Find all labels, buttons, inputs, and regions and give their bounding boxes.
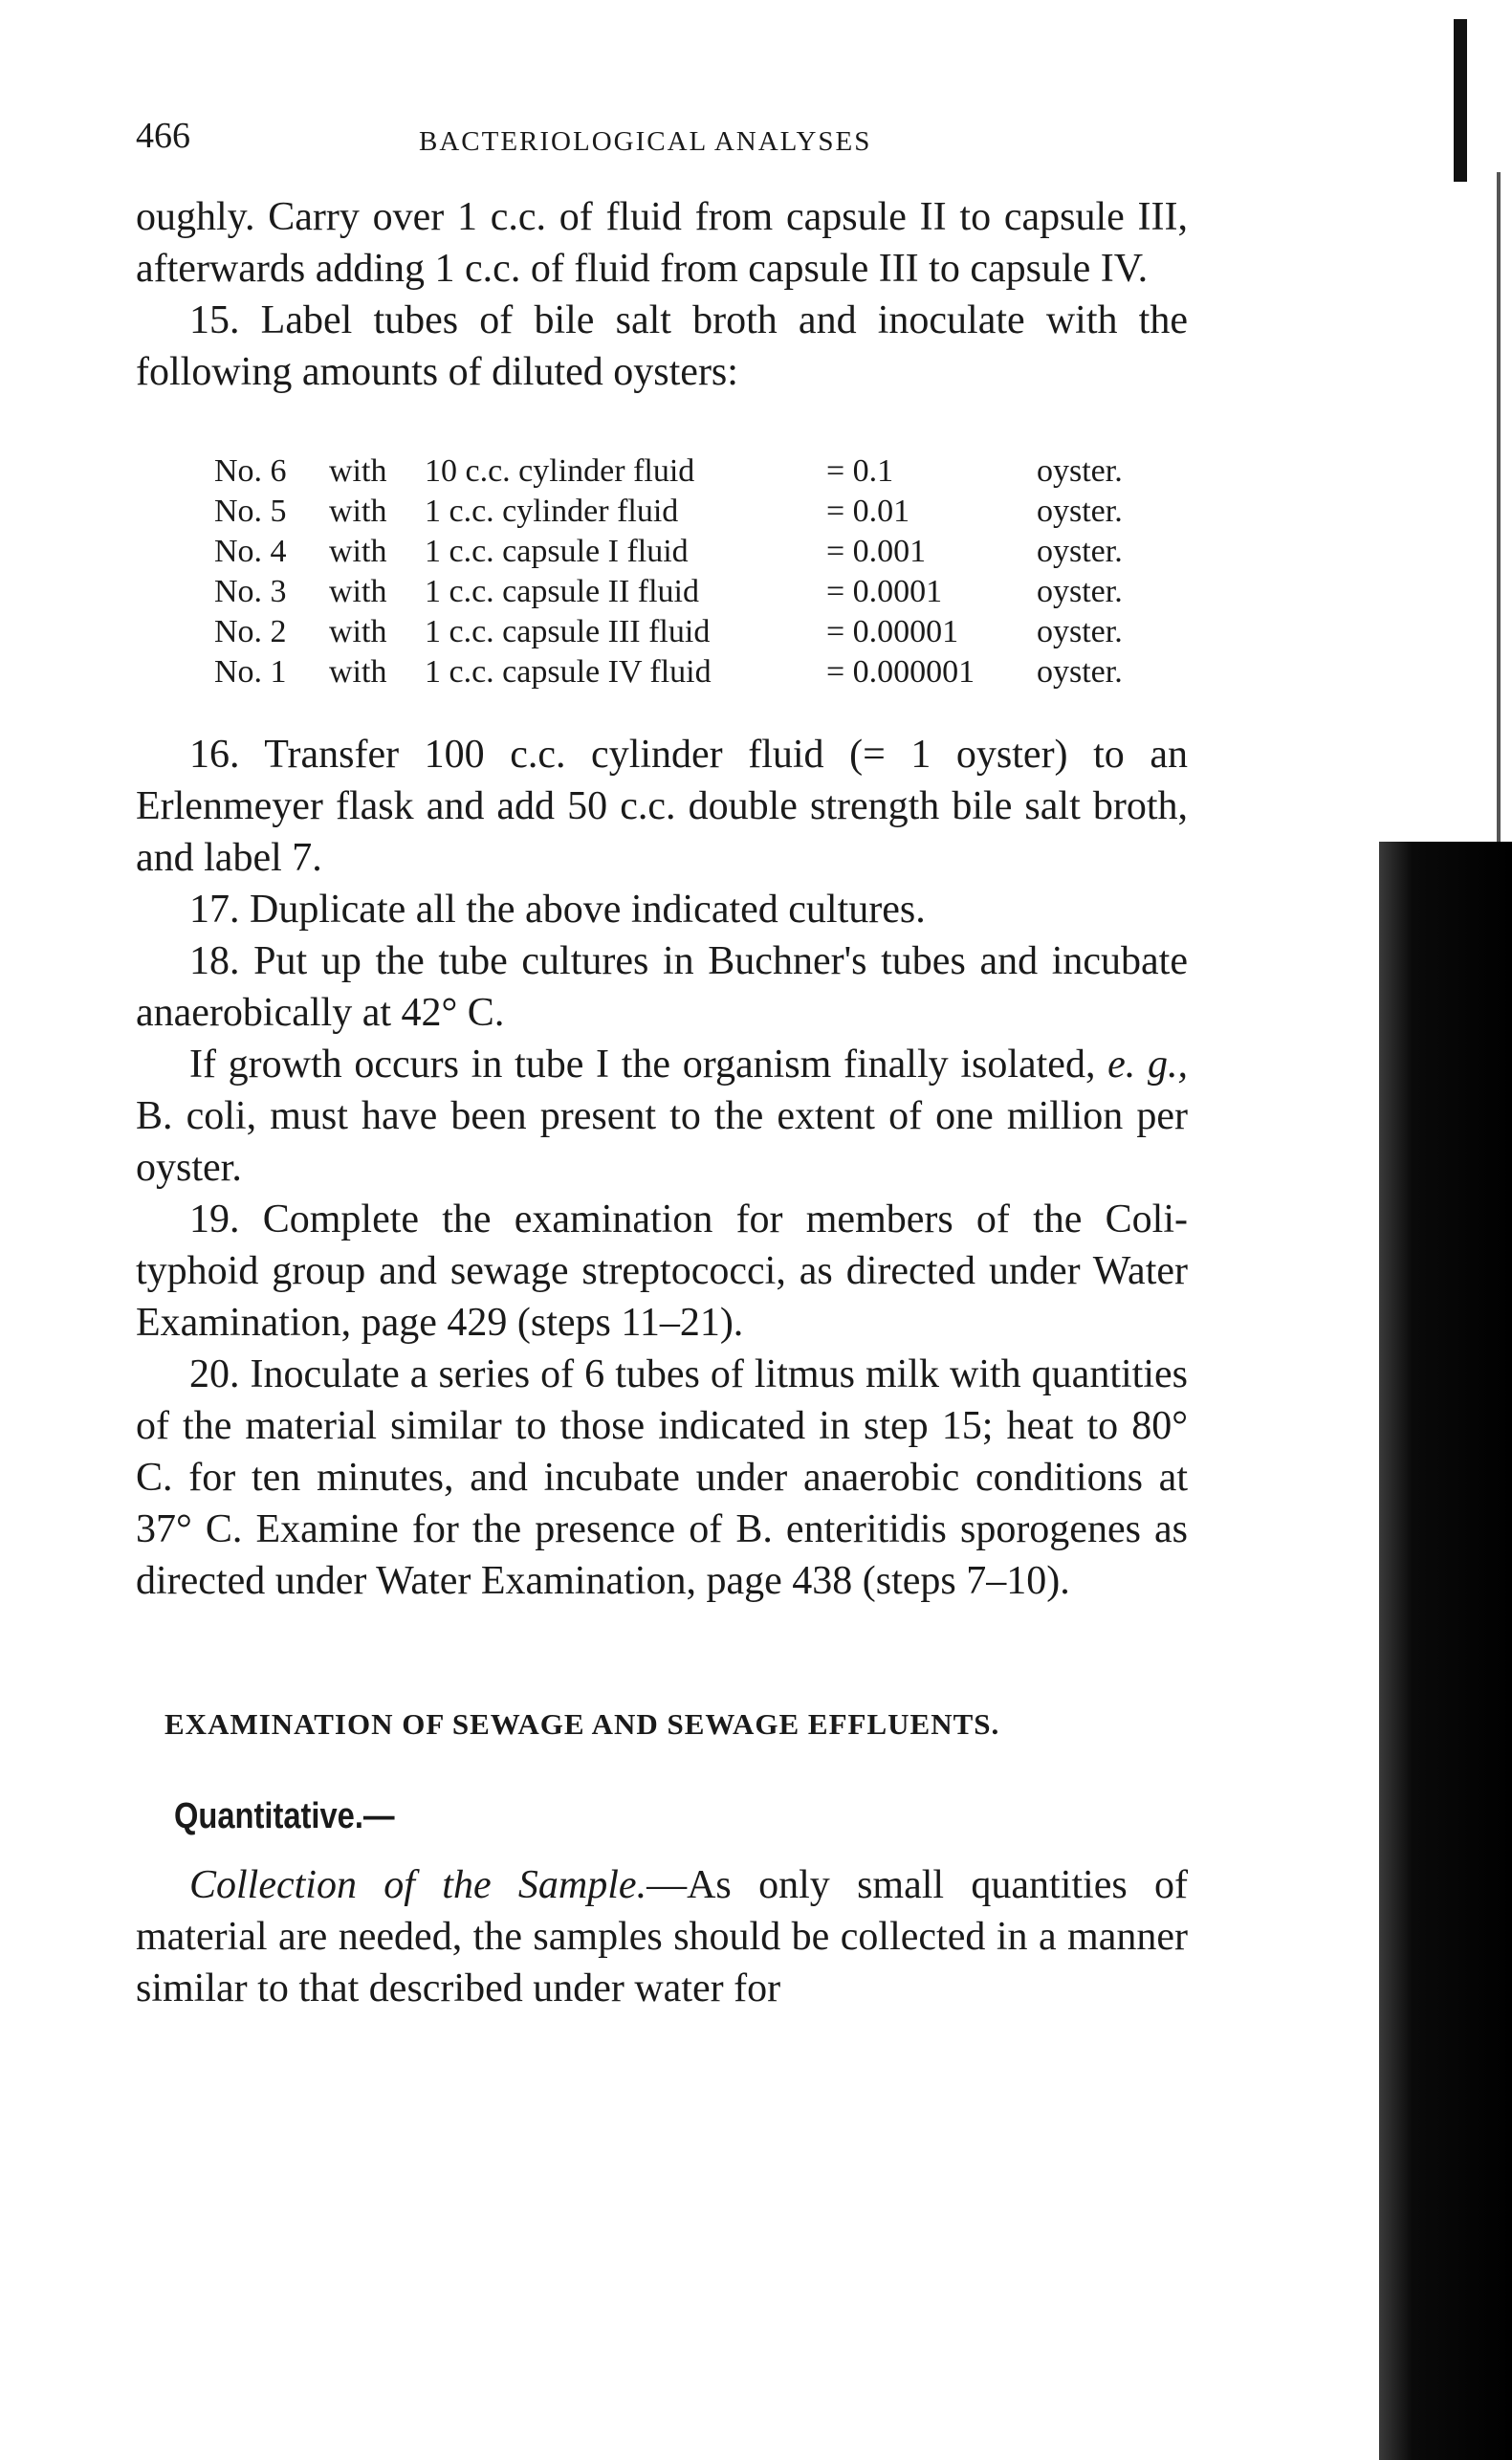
row-number: No. 3 [214, 574, 287, 609]
collection-text: —As only small quantities of material are needed, the samples should be collected in a manner similar to that described under water for [136, 1863, 1189, 2010]
row-equals: = 0.00001 [826, 614, 959, 649]
scan-edge-line [1497, 172, 1501, 861]
paragraph-continued: oughly. Carry over 1 c.c. of fluid from capsule II to capsule III, afterwards adding 1 c.c. of fluid from capsule III to capsule IV. [136, 195, 1188, 291]
dilution-row [214, 652, 1132, 692]
row-equals: = 0.01 [826, 494, 910, 529]
row-unit: oyster. [1037, 574, 1123, 609]
dilution-row [214, 572, 1132, 612]
paragraph-step-20: 20. Inoculate a series of 6 tubes of litmus milk with quantities of the material similar to those indicated in step 15; heat to 80° C. for ten minutes, and incubate under anaerobic conditions at 37° C. Examine for the presence of B. enteritidis sporogenes as directed under Water Examination, page 438 (steps 7–10). [136, 1352, 1188, 1603]
paragraph-step-18: 18. Put up the tube cultures in Buchner's tubes and incubate anaerobically at 42° C. [136, 939, 1188, 1035]
row-unit: oyster. [1037, 654, 1123, 690]
running-head [136, 115, 1188, 163]
paragraph-step-19: 19. Complete the examination for members of the Coli-typhoid group and sewage streptococci, as directed under Water Examination, page 429 (steps 11–21). [136, 1197, 1188, 1345]
sub-heading: Quantitative.— [174, 1796, 395, 1836]
row-amount: 1 c.c. cylinder fluid [425, 494, 679, 529]
running-title: BACTERIOLOGICAL ANALYSES [419, 126, 872, 157]
paragraph-growth [136, 1039, 1188, 1194]
row-unit: oyster. [1037, 534, 1123, 569]
paragraph-step-17: 17. Duplicate all the above indicated cultures. [189, 888, 926, 932]
scan-binding-shadow [1379, 842, 1512, 2460]
row-with: with [329, 494, 387, 529]
dilution-row [214, 532, 1132, 572]
growth-text-a: If growth occurs in tube I the organism finally isolated, [189, 1043, 1108, 1087]
row-number: No. 1 [214, 654, 287, 690]
row-number: No. 4 [214, 534, 287, 569]
row-unit: oyster. [1037, 614, 1123, 649]
row-equals: = 0.0001 [826, 574, 943, 609]
row-amount: 1 c.c. capsule II fluid [425, 574, 699, 609]
row-amount: 1 c.c. capsule IV fluid [425, 654, 712, 690]
growth-text-b: B. coli, must have been present to the extent of one million per oyster. [136, 1094, 1188, 1190]
row-amount: 1 c.c. capsule I fluid [425, 534, 689, 569]
row-amount: 1 c.c. capsule III fluid [425, 614, 711, 649]
paragraph-collection [136, 1859, 1188, 2014]
row-number: No. 6 [214, 453, 287, 489]
row-with: with [329, 614, 387, 649]
row-equals: = 0.000001 [826, 654, 975, 690]
dilution-table [214, 451, 1171, 692]
dilution-row [214, 451, 1132, 492]
collection-title: Collection of the Sample. [189, 1863, 647, 1907]
row-equals: = 0.001 [826, 534, 927, 569]
row-number: No. 2 [214, 614, 287, 649]
row-with: with [329, 534, 387, 569]
row-number: No. 5 [214, 494, 287, 529]
growth-text-italic: e. g., [1107, 1043, 1188, 1087]
section-heading: EXAMINATION OF SEWAGE AND SEWAGE EFFLUENTS. [164, 1707, 1000, 1741]
row-with: with [329, 453, 387, 489]
dilution-row [214, 492, 1132, 532]
row-with: with [329, 574, 387, 609]
row-equals: = 0.1 [826, 453, 894, 489]
dilution-row [214, 612, 1132, 652]
scan-edge-top [1454, 19, 1467, 182]
row-with: with [329, 654, 387, 690]
paragraph-step-15: 15. Label tubes of bile salt broth and inoculate with the following amounts of diluted oysters: [136, 298, 1188, 394]
paragraph-step-16: 16. Transfer 100 c.c. cylinder fluid (= 1 oyster) to an Erlenmeyer flask and add 50 c.c. double strength bile salt broth, and label 7. [136, 733, 1188, 880]
body-text [136, 191, 1188, 2014]
page-number: 466 [136, 116, 190, 156]
row-unit: oyster. [1037, 453, 1123, 489]
row-unit: oyster. [1037, 494, 1123, 529]
row-amount: 10 c.c. cylinder fluid [425, 453, 695, 489]
